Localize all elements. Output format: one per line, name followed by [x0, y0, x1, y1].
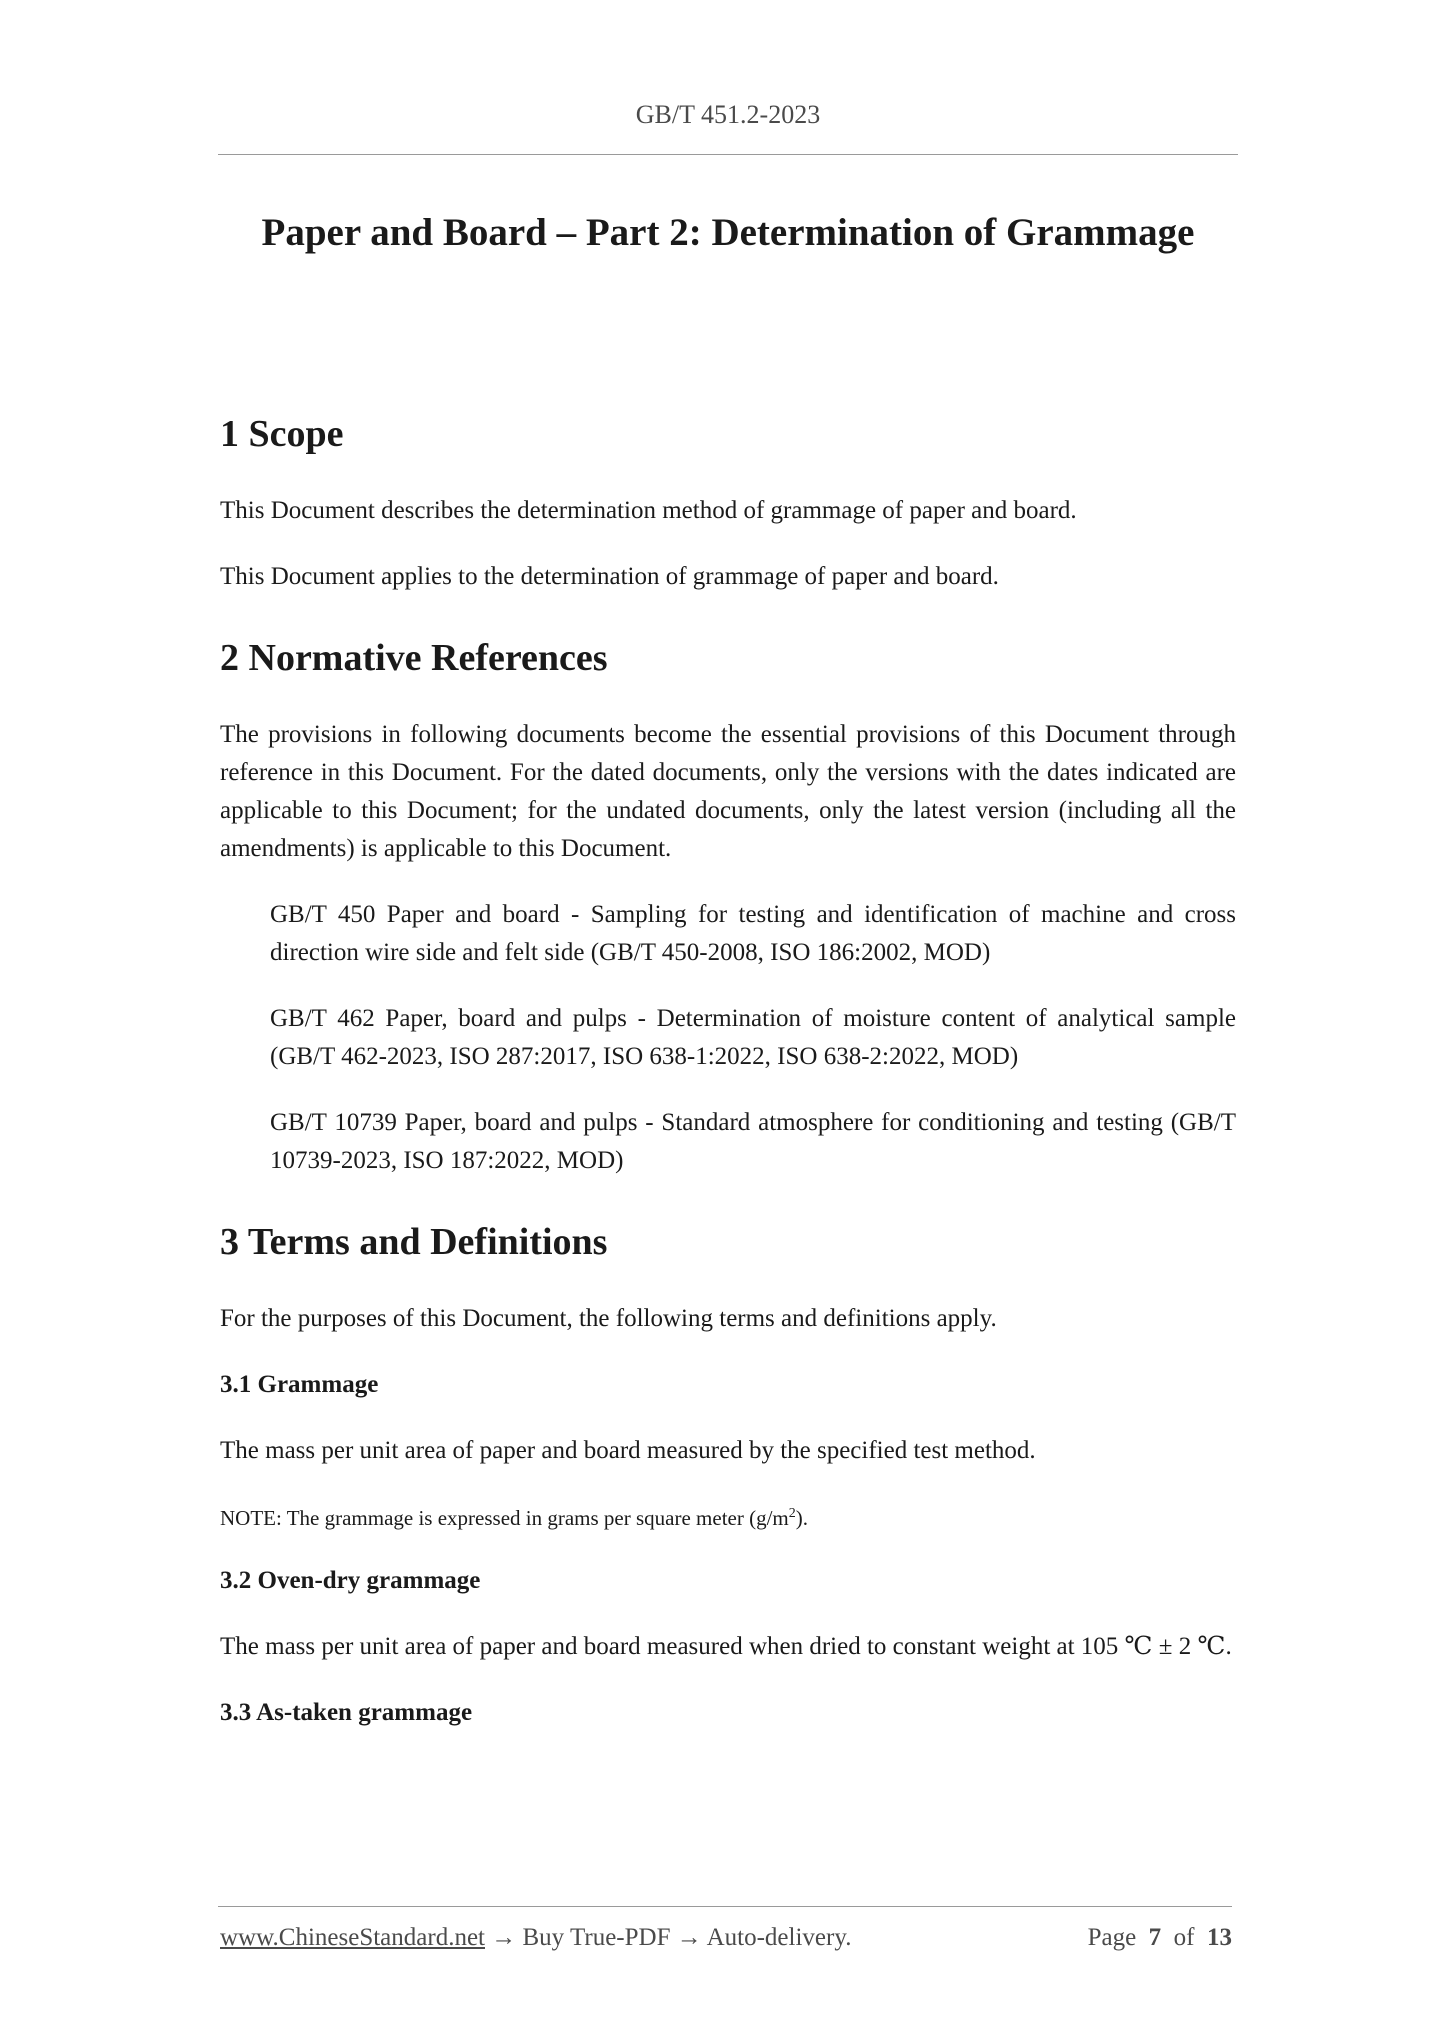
total-pages: 13 [1207, 1924, 1232, 1951]
page-header-code: GB/T 451.2-2023 [635, 100, 821, 129]
term-heading-as-taken-grammage: 3.3 As-taken grammage [220, 1699, 473, 1726]
term-definition-oven-dry-grammage: The mass per unit area of paper and board measured when dried to constant weight at 105 ℃ ± 2 ℃. [220, 1633, 1232, 1660]
scope-paragraph-2: This Document applies to the determination of grammage of paper and board. [220, 563, 999, 590]
normative-intro-paragraph: The provisions in following documents become the essential provisions of this Document through reference in this Document. For the dated documents, only the versions with the dates indicated are applicable to this Document; for the undated documents, only the latest version (including all the amendments) is applicable to this Document. [220, 721, 1236, 862]
term-heading-grammage: 3.1 Grammage [220, 1371, 379, 1398]
reference-item: GB/T 450 Paper and board - Sampling for testing and identification of machine and cross direction wire side and felt side (GB/T 450-2008, ISO 186:2002, MOD) [270, 901, 1236, 966]
footer-promo [220, 1924, 851, 1952]
section-heading-scope: 1 Scope [220, 413, 344, 455]
current-page: 7 [1148, 1924, 1162, 1951]
section-heading-normative-references: 2 Normative References [220, 637, 608, 679]
document-title: Paper and Board – Part 2: Determination of Grammage [261, 211, 1195, 254]
arrow-right-icon: → [491, 1924, 517, 1951]
term-definition-grammage: The mass per unit area of paper and board measured by the specified test method. [220, 1437, 1036, 1464]
buy-true-pdf-text: Buy True-PDF [522, 1924, 671, 1951]
page-number: Page 7 of 13 [1087, 1924, 1232, 1951]
auto-delivery-text: Auto-delivery. [706, 1924, 852, 1951]
reference-item: GB/T 462 Paper, board and pulps - Determination of moisture content of analytical sample (GB/T 462-2023, ISO 287:2017, ISO 638-1:2022, ISO 638-2:2022, MOD) [270, 1005, 1236, 1070]
scope-paragraph-1: This Document describes the determination method of grammage of paper and board. [220, 497, 1077, 524]
website-link[interactable]: www.ChineseStandard.net [220, 1924, 485, 1951]
header-divider [218, 154, 1238, 155]
arrow-right-icon: → [676, 1924, 702, 1951]
terms-intro-paragraph: For the purposes of this Document, the following terms and definitions apply. [220, 1305, 997, 1332]
document-body [220, 406, 1236, 1732]
section-heading-terms-definitions: 3 Terms and Definitions [220, 1221, 608, 1263]
term-heading-oven-dry-grammage: 3.2 Oven-dry grammage [220, 1567, 481, 1594]
footer-divider [218, 1906, 1232, 1907]
reference-item: GB/T 10739 Paper, board and pulps - Standard atmosphere for conditioning and testing (GB/T 10739-2023, ISO 187:2022, MOD) [270, 1109, 1236, 1174]
term-note-grammage: NOTE: The grammage is expressed in grams per square meter $(g/m^2)$. [220, 1506, 809, 1530]
